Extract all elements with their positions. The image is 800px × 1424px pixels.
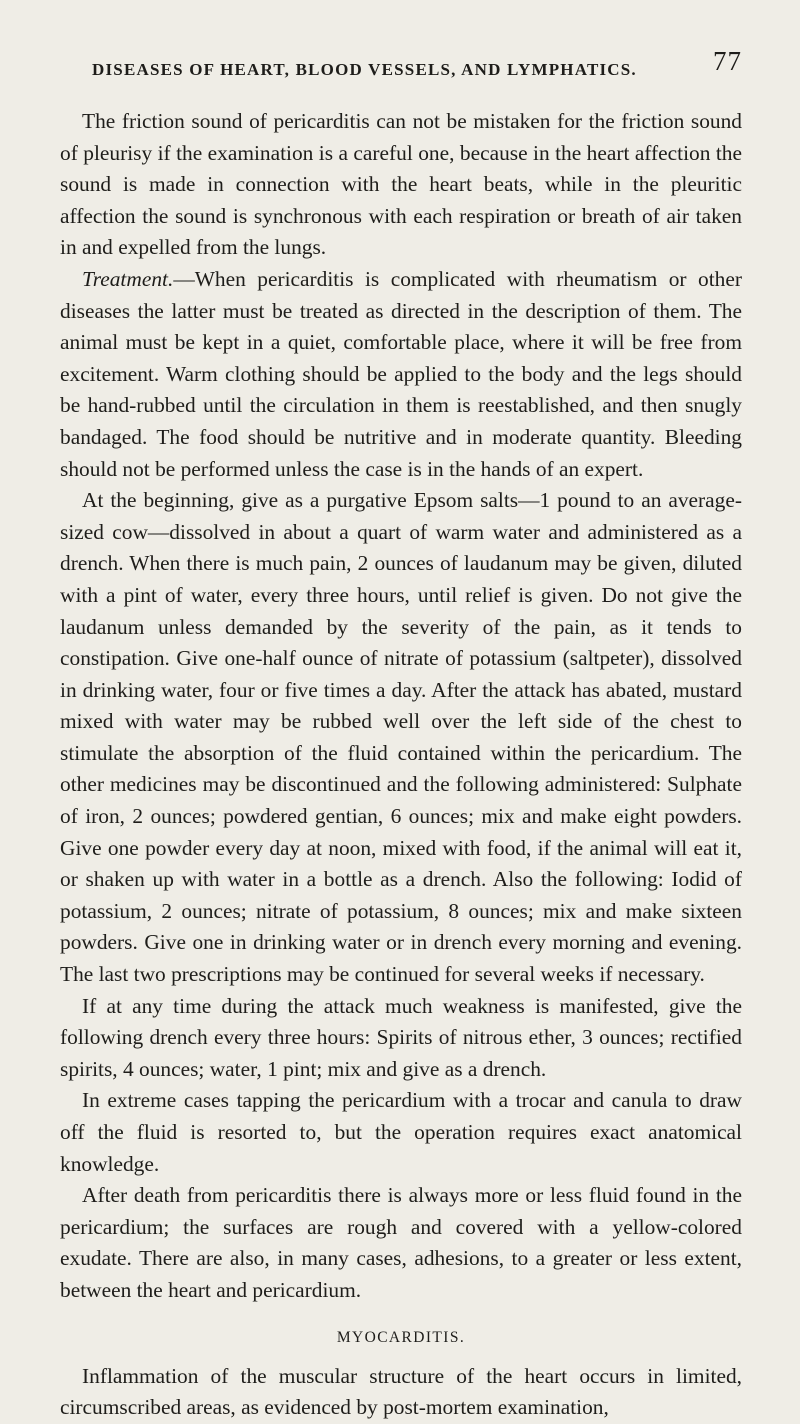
paragraph-tapping: In extreme cases tapping the pericardium with a trocar and canula to draw off the fluid is resorted to, but the operation requires exact anatomical knowledge. <box>60 1088 742 1176</box>
paragraph-weakness-drench: If at any time during the attack much weakness is manifested, give the following drench every three hours: Spirits of nitrous ether, 3 ounces; rectified spirits, 4 ounces; water, 1 pint; mix and give as a drench. <box>60 993 742 1081</box>
paragraph-post-mortem: After death from pericarditis there is always more or less fluid found in the pericardium; the surfaces are rough and covered with a yellow-colored exudate. There are also, in many cases, adhesions, to a greater or less extent, between the heart and pericardium. <box>60 1183 742 1302</box>
paragraph-friction-sound: The friction sound of pericarditis can not be mistaken for the friction sound of pleurisy if the examination is a careful one, because in the heart affection the sound is made in connection with the heart beats, while in the pleuritic affection the sound is synchronous with each respiration or breath of air taken in and expelled from the lungs. <box>60 109 742 260</box>
running-head <box>60 46 742 80</box>
paragraph-purgative: At the beginning, give as a purgative Epsom salts—1 pound to an average-sized cow—dissolved in about a quart of warm water and administered as a drench. When there is much pain, 2 ounces of laudanum may be given, diluted with a pint of water, every three hours, until relief is given. Do not give the laudanum unless demanded by the severity of the pain, as it tends to constipation. Give one-half ounce of nitrate of potassium (saltpeter), dissolved in drinking water, four or five times a day. After the attack has abated, mustard mixed with water may be rubbed well over the left side of the chest to stimulate the absorption of the fluid contained within the pericardium. The other medicines may be discontinued and the following administered: Sulphate of iron, 2 ounces; powdered gentian, 6 ounces; mix and make eight powders. Give one powder every day at noon, mixed with food, if the animal will eat it, or shaken up with water in a bottle as a drench. Also the following: Iodid of potassium, 2 ounces; nitrate of potassium, 8 ounces; mix and make sixteen powders. Give one in drinking water or in drench every morning and evening. The last two prescriptions may be continued for several weeks if necessary. <box>60 488 742 987</box>
paragraph-myocarditis: Inflammation of the muscular structure of the heart occurs in limited, circumscribed areas, as evidenced by post-mortem examination, <box>60 1363 742 1420</box>
treatment-label: Treatment. <box>82 266 174 291</box>
paragraph-treatment <box>60 264 742 485</box>
section-heading-myocarditis: MYOCARDITIS. <box>336 1328 466 1346</box>
page-number: 77 <box>713 46 742 76</box>
treatment-text: —When pericarditis is complicated with rheumatism or other diseases the latter must be treated as directed in the description of them. The animal must be kept in a quiet, comfortable place, where it will be free from excitement. Warm clothing should be applied to the body and the legs should be hand-rubbed until the circulation in them is reestablished, and then snugly bandaged. The food should be nutritive and in moderate quantity. Bleeding should not be performed unless the case is in the hands of an expert. <box>60 266 742 481</box>
running-title: DISEASES OF HEART, BLOOD VESSELS, AND LYMPHATICS. <box>92 60 637 79</box>
body-text <box>60 106 742 1424</box>
